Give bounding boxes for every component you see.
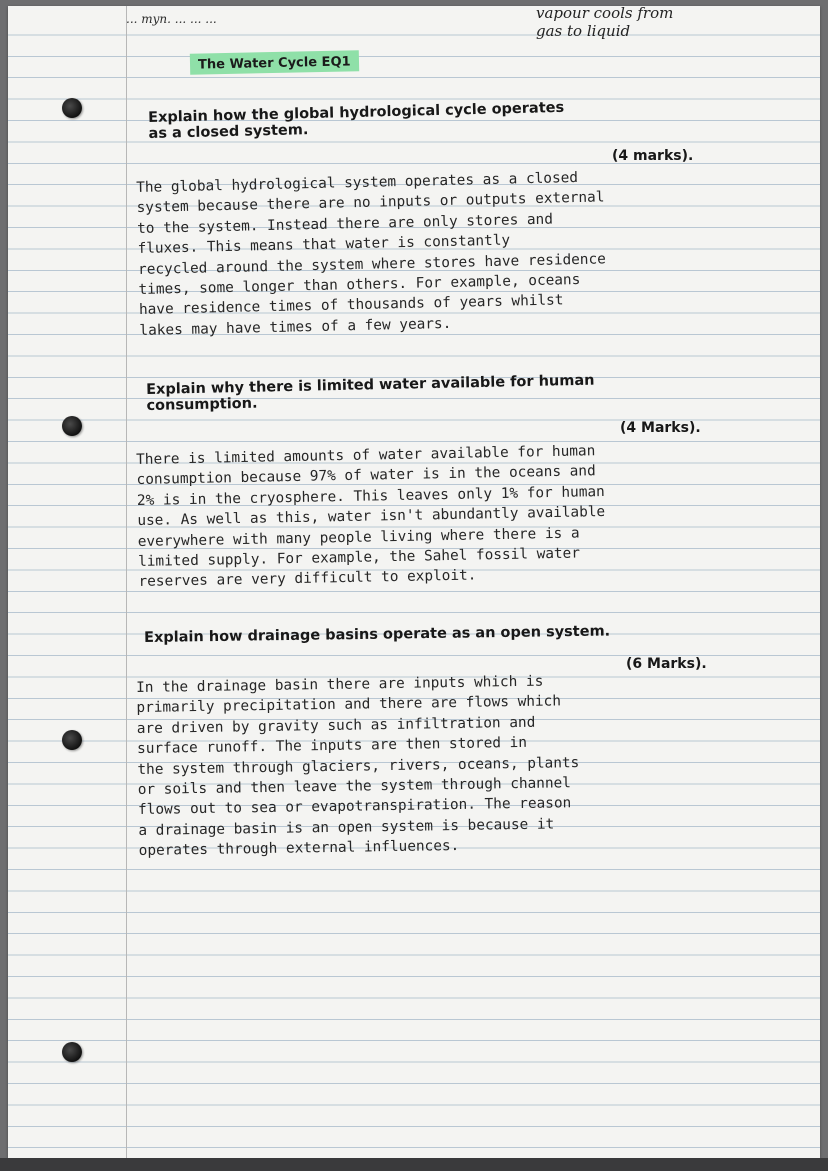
question-2-line: consumption. bbox=[146, 395, 258, 414]
answer-line: system because there are no inputs or outputs external bbox=[136, 189, 605, 217]
answer-line: There is limited amounts of water available for human bbox=[136, 443, 596, 468]
punch-hole bbox=[62, 1042, 82, 1062]
answer-line: The global hydrological system operates as a closed bbox=[136, 169, 579, 196]
margin-line bbox=[126, 6, 127, 1158]
question-3-marks: (6 Marks). bbox=[626, 656, 707, 672]
answer-1 bbox=[136, 163, 816, 342]
answer-line: use. As well as this, water isn't abundantly available bbox=[137, 504, 606, 530]
punch-hole bbox=[62, 416, 82, 436]
answer-line: flows out to sea or evapotranspiration. The reason bbox=[137, 795, 572, 819]
top-right-fragment bbox=[536, 6, 796, 40]
title-highlight bbox=[190, 50, 359, 75]
answer-line: reserves are very difficult to exploit. bbox=[138, 567, 477, 591]
answer-line: consumption because 97% of water is in the oceans and bbox=[136, 463, 596, 489]
answer-line: are driven by gravity such as infiltration and bbox=[136, 714, 536, 737]
answer-line: to the system. Instead there are only stores and bbox=[136, 211, 554, 237]
top-left-fragment: ... myn. ... ... ... bbox=[126, 12, 217, 26]
answer-line: In the drainage basin there are inputs which is bbox=[136, 673, 544, 696]
question-3 bbox=[144, 623, 610, 646]
notebook-page bbox=[8, 6, 820, 1158]
question-1-marks: (4 marks). bbox=[612, 148, 694, 164]
answer-2 bbox=[136, 437, 815, 593]
answer-line: fluxes. This means that water is constantly bbox=[137, 232, 511, 258]
answer-line: surface runoff. The inputs are then stored in bbox=[136, 735, 528, 758]
answer-line: primarily precipitation and there are flows which bbox=[136, 693, 562, 717]
answer-line: have residence times of thousands of years whilst bbox=[138, 292, 564, 319]
question-3-line: Explain how drainage basins operate as an open system. bbox=[144, 623, 611, 646]
answer-line: recycled around the system where stores have residence bbox=[137, 250, 606, 278]
answer-line: limited supply. For example, the Sahel fossil water bbox=[137, 545, 581, 571]
question-1-line: as a closed system. bbox=[148, 122, 309, 142]
answer-line: everywhere with many people living where there is a bbox=[137, 525, 580, 550]
answer-line: 2% is in the cryosphere. This leaves only 1% for human bbox=[136, 483, 605, 509]
question-1-line: Explain how the global hydrological cycle operates bbox=[148, 99, 565, 126]
background-edge bbox=[0, 1158, 828, 1171]
answer-line: the system through glaciers, rivers, oceans, plants bbox=[137, 754, 580, 778]
answer-line: lakes may have times of a few years. bbox=[139, 315, 452, 339]
punch-hole bbox=[62, 730, 82, 750]
answer-line: operates through external influences. bbox=[138, 838, 460, 860]
answer-line: times, some longer than others. For example, oceans bbox=[138, 271, 581, 299]
answer-3 bbox=[136, 667, 815, 861]
question-1 bbox=[148, 100, 565, 142]
question-2 bbox=[146, 373, 595, 414]
answer-line: a drainage basin is an open system is because it bbox=[138, 816, 555, 839]
question-2-marks: (4 Marks). bbox=[620, 420, 701, 436]
top-right-line: gas to liquid bbox=[536, 22, 631, 40]
punch-hole bbox=[62, 98, 82, 118]
question-2-line: Explain why there is limited water available for human bbox=[146, 372, 595, 398]
page-title: The Water Cycle EQ1 bbox=[197, 54, 351, 73]
answer-line: or soils and then leave the system through channel bbox=[137, 775, 572, 799]
top-right-line: vapour cools from bbox=[536, 6, 674, 22]
